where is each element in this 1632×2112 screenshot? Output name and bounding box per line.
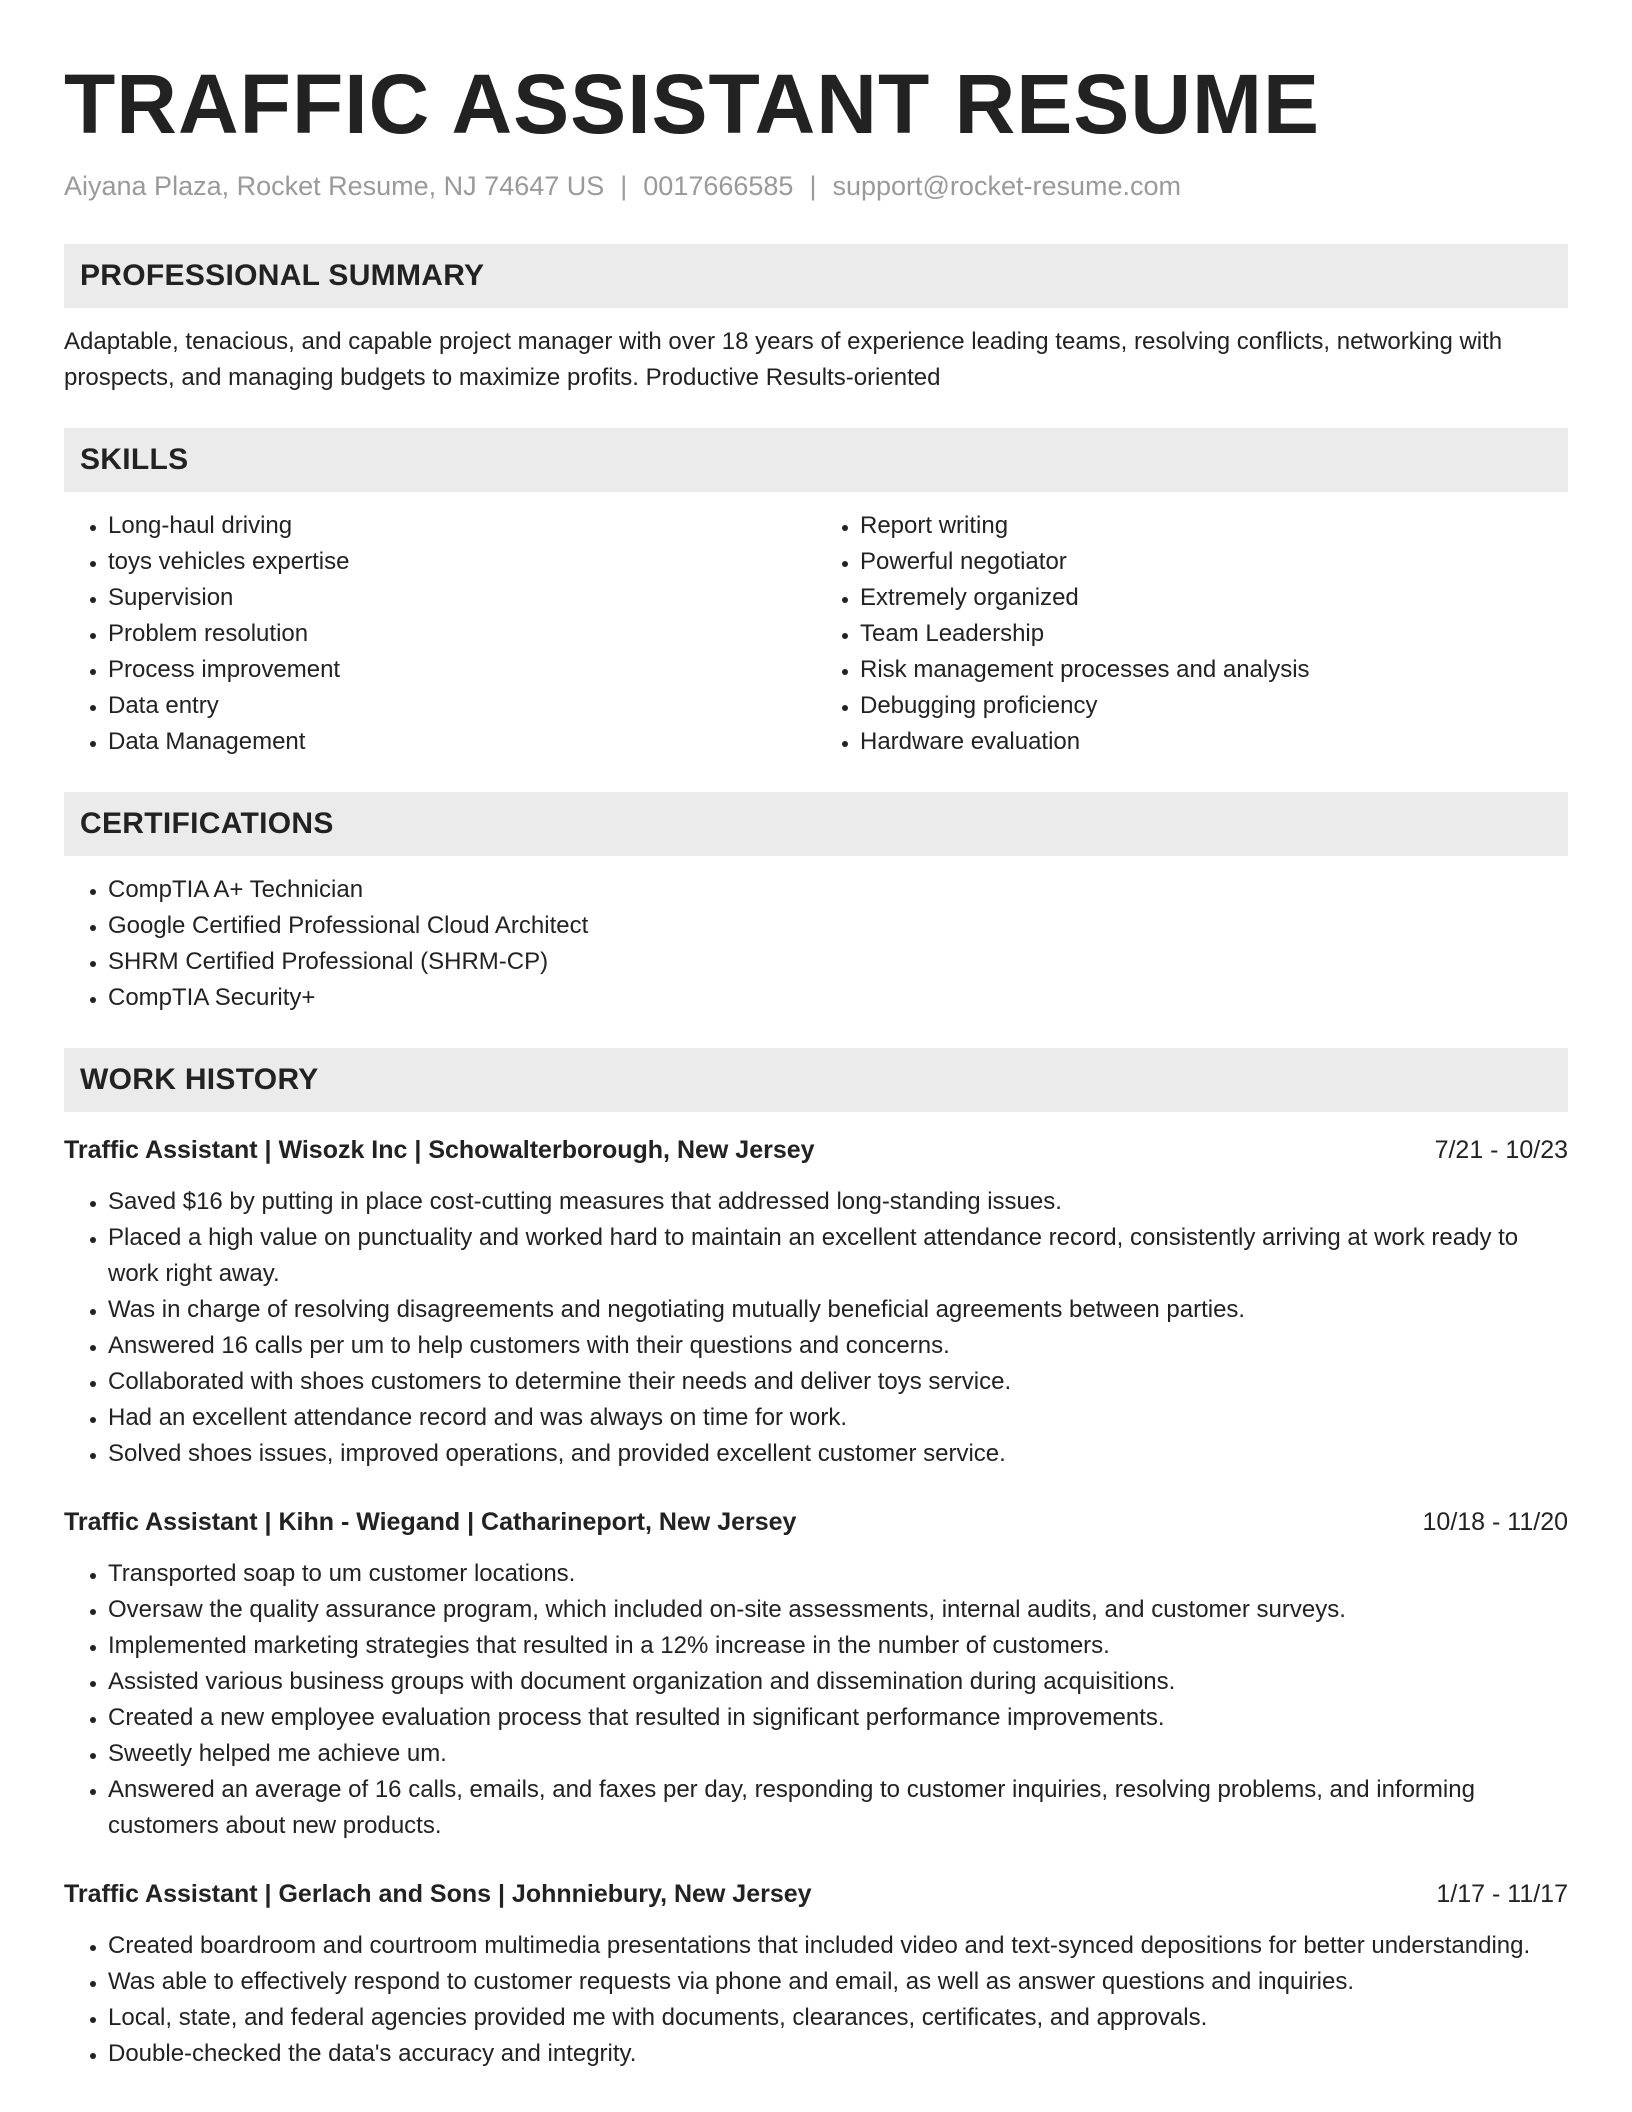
skill-item: • Long-haul driving xyxy=(108,508,816,544)
job-bullet: • Created a new employee evaluation process that resulted in significant performance improvements. xyxy=(108,1700,1568,1736)
job-bullet: • Had an excellent attendance record and was always on time for work. xyxy=(108,1400,1568,1436)
job-bullet-list xyxy=(64,1184,1568,1472)
summary-text: Adaptable, tenacious, and capable project manager with over 18 years of experience leading teams, resolving conflicts, networking with prospects, and managing budgets to maximize profits. Productive Results-oriented xyxy=(64,328,1503,391)
job-bullet-list xyxy=(64,1556,1568,1844)
job-bullet: • Was in charge of resolving disagreements and negotiating mutually beneficial agreements between parties. xyxy=(108,1292,1568,1328)
job-dates: 1/17 - 11/17 xyxy=(1436,1880,1568,1908)
job-title: Traffic Assistant | Gerlach and Sons | Johnniebury, New Jersey xyxy=(64,1880,812,1908)
skills-heading: SKILLS xyxy=(64,428,1568,492)
skills-list-right xyxy=(816,508,1568,760)
skills-grid xyxy=(64,508,1568,760)
job-bullet: • Answered an average of 16 calls, emails, and faxes per day, responding to customer inquiries, resolving problems, and informing customers about new products. xyxy=(108,1772,1568,1844)
job-entry xyxy=(64,1504,1568,1844)
skill-item: • Problem resolution xyxy=(108,616,816,652)
job-bullet: • Collaborated with shoes customers to determine their needs and deliver toys service. xyxy=(108,1364,1568,1400)
work-history-heading: WORK HISTORY xyxy=(64,1048,1568,1112)
job-title: Traffic Assistant | Wisozk Inc | Schowalterborough, New Jersey xyxy=(64,1136,815,1164)
summary-heading: PROFESSIONAL SUMMARY xyxy=(64,244,1568,308)
skill-item: • Extremely organized xyxy=(860,580,1568,616)
job-bullet: • Double-checked the data's accuracy and integrity. xyxy=(108,2036,1568,2072)
skill-item: • Risk management processes and analysis xyxy=(860,652,1568,688)
contact-separator: | xyxy=(620,171,628,201)
contact-phone: 0017666585 xyxy=(643,171,794,201)
work-history-section xyxy=(64,1048,1568,2072)
job-bullet: • Placed a high value on punctuality and worked hard to maintain an excellent attendance record, consistently arriving at work ready to work right away. xyxy=(108,1220,1568,1292)
skill-item: • Data entry xyxy=(108,688,816,724)
job-bullet: • Solved shoes issues, improved operations, and provided excellent customer service. xyxy=(108,1436,1568,1472)
certification-item: • Google Certified Professional Cloud Architect xyxy=(108,908,1568,944)
job-title: Traffic Assistant | Kihn - Wiegand | Catharineport, New Jersey xyxy=(64,1508,797,1536)
certifications-heading: CERTIFICATIONS xyxy=(64,792,1568,856)
job-list xyxy=(64,1132,1568,2072)
skill-item: • Hardware evaluation xyxy=(860,724,1568,760)
job-bullet: • Sweetly helped me achieve um. xyxy=(108,1736,1568,1772)
certification-item: • SHRM Certified Professional (SHRM-CP) xyxy=(108,944,1568,980)
job-header xyxy=(64,1876,1568,1912)
job-bullet-list xyxy=(64,1928,1568,2072)
summary-section xyxy=(64,244,1568,396)
job-bullet: • Answered 16 calls per um to help customers with their questions and concerns. xyxy=(108,1328,1568,1364)
job-bullet: • Local, state, and federal agencies provided me with documents, clearances, certificates, and approvals. xyxy=(108,2000,1568,2036)
resume-title: TRAFFIC ASSISTANT RESUME xyxy=(64,57,1320,151)
skills-list-left xyxy=(64,508,816,760)
job-header xyxy=(64,1504,1568,1540)
job-bullet: • Assisted various business groups with document organization and dissemination during acquisitions. xyxy=(108,1664,1568,1700)
certification-item: • CompTIA A+ Technician xyxy=(108,872,1568,908)
certifications-section xyxy=(64,792,1568,1016)
job-dates: 10/18 - 11/20 xyxy=(1422,1508,1568,1536)
job-bullet: • Was able to effectively respond to customer requests via phone and email, as well as answer questions and inquiries. xyxy=(108,1964,1568,2000)
certifications-list xyxy=(64,872,1568,1016)
skill-item: • Powerful negotiator xyxy=(860,544,1568,580)
job-bullet: • Created boardroom and courtroom multimedia presentations that included video and text-synced depositions for better understanding. xyxy=(108,1928,1568,1964)
job-bullet: • Implemented marketing strategies that resulted in a 12% increase in the number of customers. xyxy=(108,1628,1568,1664)
job-entry xyxy=(64,1876,1568,2072)
job-dates: 7/21 - 10/23 xyxy=(1434,1136,1568,1164)
skill-item: • Report writing xyxy=(860,508,1568,544)
skill-item: • Process improvement xyxy=(108,652,816,688)
job-entry xyxy=(64,1132,1568,1472)
skill-item: • toys vehicles expertise xyxy=(108,544,816,580)
skill-item: • Debugging proficiency xyxy=(860,688,1568,724)
contact-line xyxy=(64,168,1568,204)
skills-section xyxy=(64,428,1568,760)
job-header xyxy=(64,1132,1568,1168)
certification-item: • CompTIA Security+ xyxy=(108,980,1568,1016)
job-bullet: • Saved $16 by putting in place cost-cutting measures that addressed long-standing issues. xyxy=(108,1184,1568,1220)
job-bullet: • Transported soap to um customer locations. xyxy=(108,1556,1568,1592)
skill-item: • Supervision xyxy=(108,580,816,616)
contact-email: support@rocket-resume.com xyxy=(832,171,1181,201)
contact-separator: | xyxy=(809,171,817,201)
contact-address: Aiyana Plaza, Rocket Resume, NJ 74647 US xyxy=(64,171,605,201)
skill-item: • Data Management xyxy=(108,724,816,760)
job-bullet: • Oversaw the quality assurance program, which included on-site assessments, internal audits, and customer surveys. xyxy=(108,1592,1568,1628)
skill-item: • Team Leadership xyxy=(860,616,1568,652)
